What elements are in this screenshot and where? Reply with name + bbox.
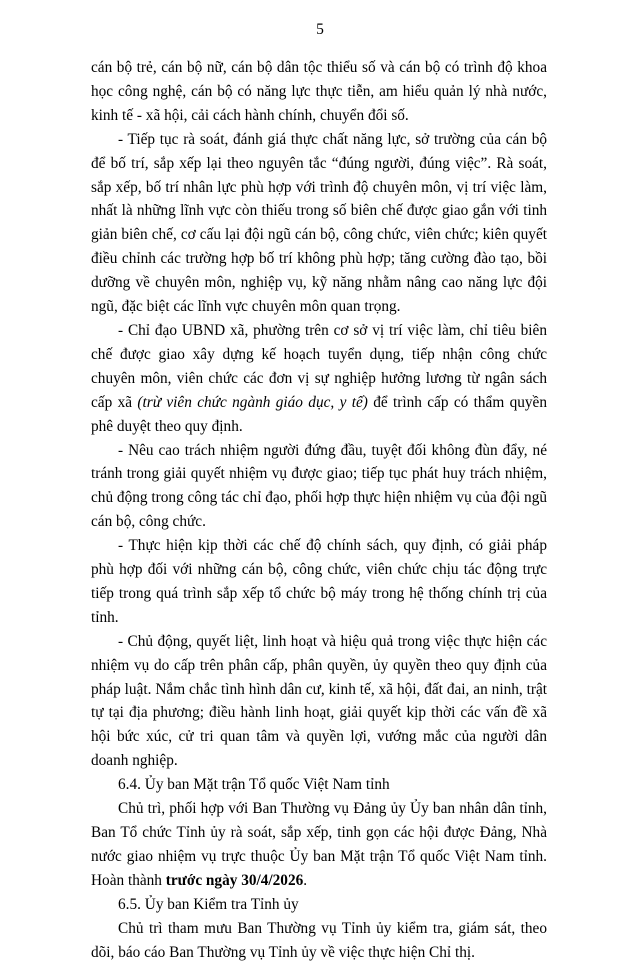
text-run: Chủ trì, phối hợp với Ban Thường vụ Đảng ủy Ủy ban nhân dân tỉnh, Ban Tổ chức Tỉnh ủy rà soát, sắp xếp, tinh gọn các hội được Đảng, Nhà nước giao nhiệm vụ trực thuộc Ủy ban Mặt trận Tổ quốc Việt Nam tỉnh. Hoàn thành (91, 800, 547, 889)
section-heading-6-5: 6.5. Ủy ban Kiểm tra Tỉnh ủy (118, 895, 299, 913)
body-paragraph: - Tiếp tục rà soát, đánh giá thực chất năng lực, sở trường của cán bộ để bố trí, sắp xếp lại theo nguyên tắc “đúng người, đúng việc”. Rà soát, sắp xếp, bố trí nhân lực phù hợp với trình độ chuyên môn, vị trí việc làm, nhất là những lĩnh vực còn thiếu trong số biên chế được giao gắn với tinh giản biên chế, cơ cấu lại đội ngũ cán bộ, công chức, viên chức; kiên quyết điều chỉnh các trường hợp bố trí không phù hợp; tăng cường đào tạo, bồi dưỡng về chuyên môn, nghiệp vụ, kỹ năng nhằm nâng cao năng lực đội ngũ, đặc biệt các lĩnh vực chuyên môn quan trọng. (91, 130, 547, 316)
text-run: - Chỉ đạo UBND xã, phường trên cơ sở vị trí việc làm, chỉ tiêu biên chế được giao xây dựng kế hoạch tuyển dụng, tiếp nhận công chức chuyên môn, viên chức các đơn vị sự nghiệp hưởng lương từ ngân sách cấp xã (91, 321, 547, 411)
body-paragraph (91, 319, 547, 439)
text-run: để trình cấp có thẩm quyền phê duyệt theo quy định. (91, 393, 547, 435)
text-run-italic: (trừ viên chức ngành giáo dục, y tế) (137, 393, 368, 411)
document-body (91, 56, 547, 964)
body-paragraph: cán bộ trẻ, cán bộ nữ, cán bộ dân tộc thiểu số và cán bộ có trình độ khoa học công nghệ, cán bộ có năng lực thực tiễn, am hiểu quản lý nhà nước, kinh tế - xã hội, cải cách hành chính, chuyển đổi số. (91, 59, 547, 124)
body-paragraph: - Nêu cao trách nhiệm người đứng đầu, tuyệt đối không đùn đẩy, né tránh trong giải quyết nhiệm vụ được giao; tiếp tục phát huy trách nhiệm, chủ động trong công tác chỉ đạo, phối hợp thực hiện nhiệm vụ của đội ngũ cán bộ, công chức. (91, 441, 547, 531)
body-paragraph: - Thực hiện kịp thời các chế độ chính sách, quy định, có giải pháp phù hợp đối với những cán bộ, công chức, viên chức chịu tác động trực tiếp trong quá trình sắp xếp tổ chức bộ máy trong hệ thống chính trị của tỉnh. (91, 537, 547, 626)
text-run-bold-deadline: trước ngày 30/4/2026 (165, 871, 304, 889)
page-number: 5 (316, 21, 324, 38)
body-paragraph (91, 797, 547, 893)
body-paragraph: - Chủ động, quyết liệt, linh hoạt và hiệu quả trong việc thực hiện các nhiệm vụ do cấp trên phân cấp, phân quyền, ủy quyền theo quy định của pháp luật. Nắm chắc tình hình dân cư, kinh tế, xã hội, đất đai, an ninh, trật tự tại địa phương; điều hành linh hoạt, giải quyết kịp thời các vấn đề xã hội bức xúc, cử tri quan tâm và quyền lợi, vướng mắc của người dân doanh nghiệp. (91, 632, 547, 770)
section-heading-6-4: 6.4. Ủy ban Mặt trận Tổ quốc Việt Nam tỉnh (118, 776, 390, 794)
body-paragraph: Chủ trì tham mưu Ban Thường vụ Tỉnh ủy kiểm tra, giám sát, theo dõi, báo cáo Ban Thường vụ Tỉnh ủy về việc thực hiện Chỉ thị. (91, 919, 547, 961)
text-run: . (303, 871, 308, 889)
